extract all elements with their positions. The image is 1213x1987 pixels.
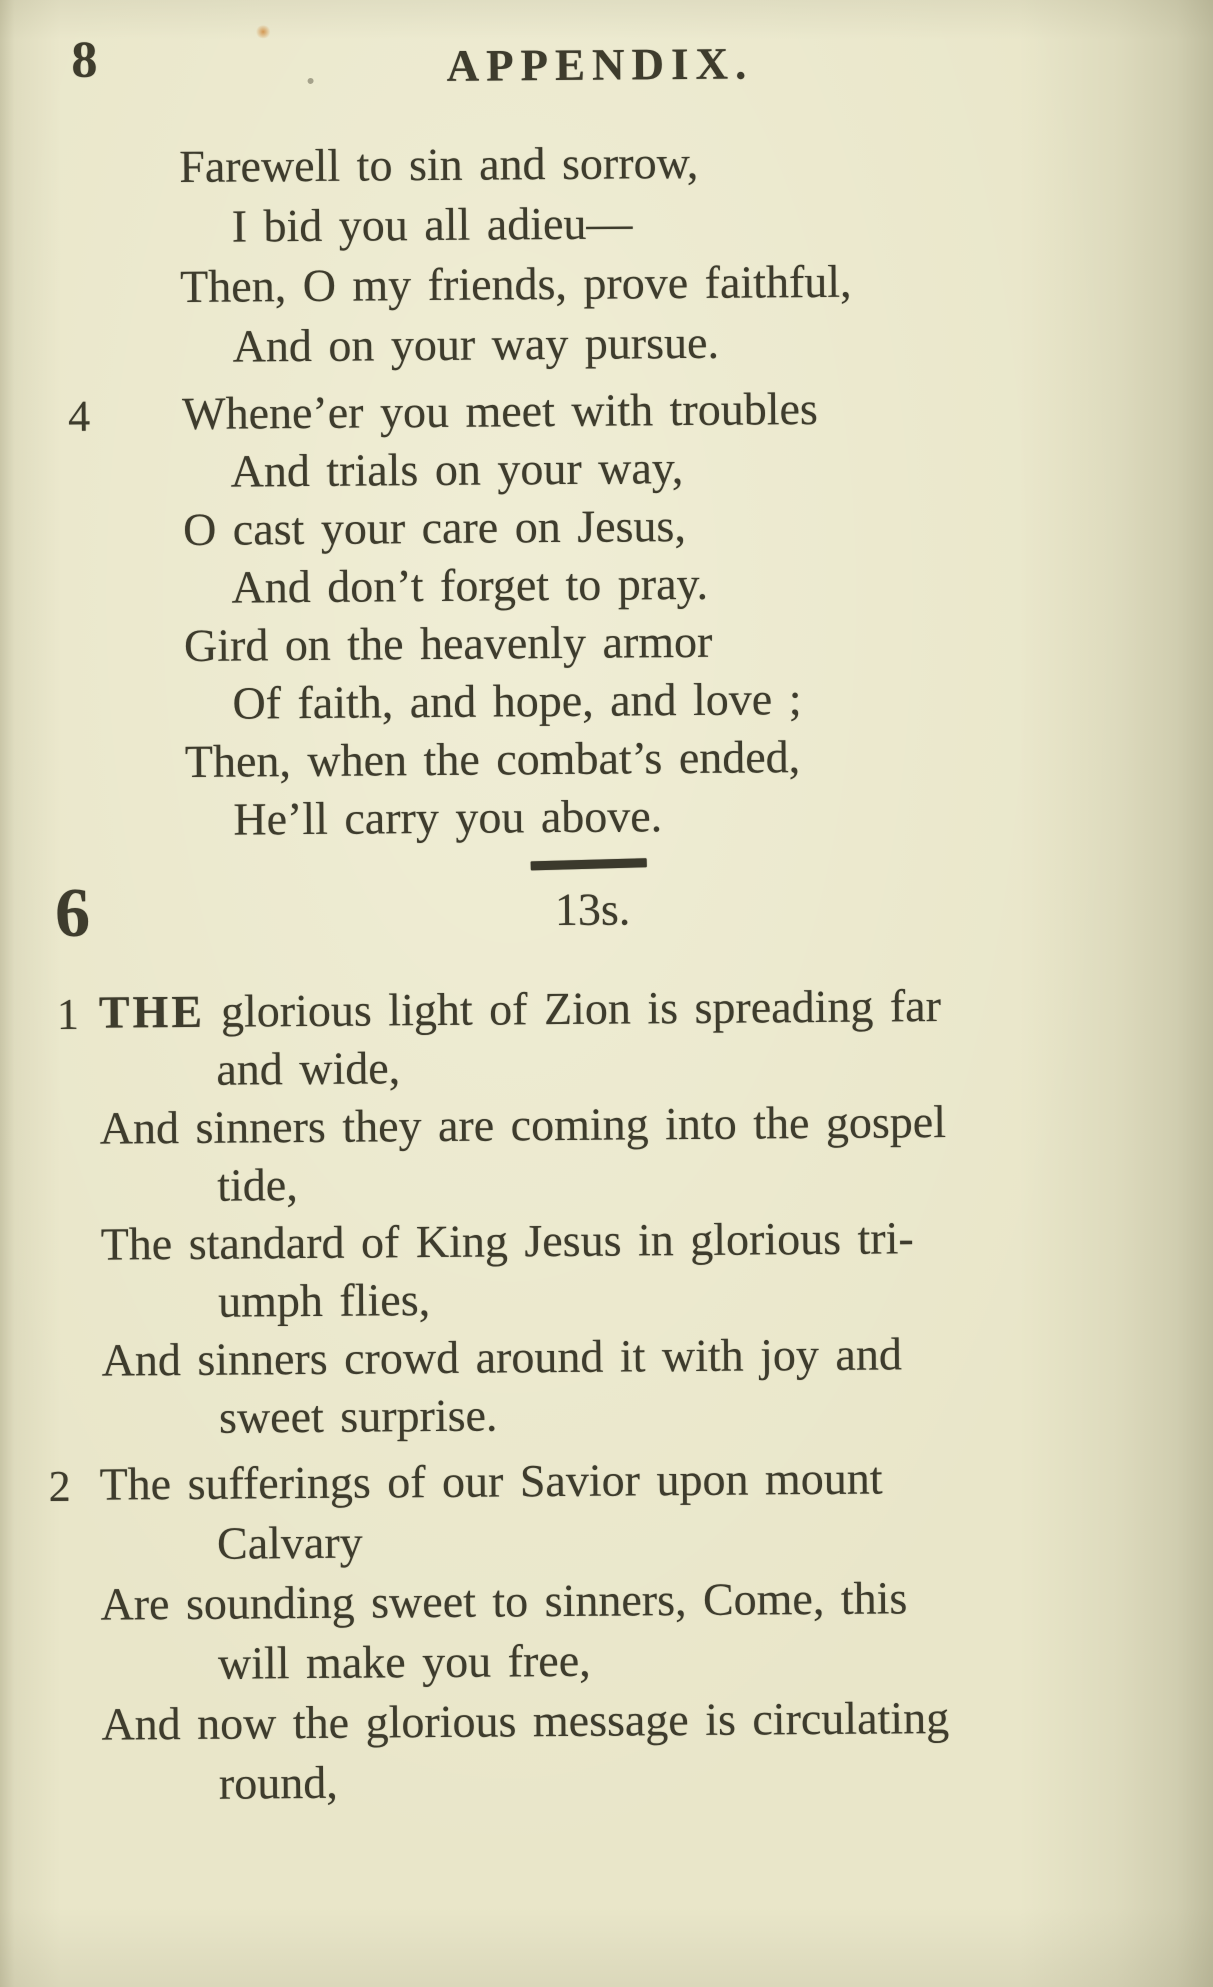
verse-line: The standard of King Jesus in glorious tri- [100, 1212, 914, 1270]
verse-lines [182, 377, 1213, 849]
verse-line: tide, [217, 1159, 298, 1211]
stanza-line: And on your way pursue. [232, 316, 720, 372]
verse-line: will make you free, [217, 1634, 591, 1689]
verse-number: 2 [48, 1461, 71, 1512]
verse-line: Whene’er you meet with troubles [181, 382, 819, 439]
verse-4 [0, 377, 1213, 851]
verse-line: and wide, [216, 1042, 401, 1095]
verse-line: Are sounding sweet to sinners, Come, this [100, 1572, 908, 1630]
verse-line [99, 975, 1213, 1042]
verse-line: umph flies, [217, 1274, 431, 1327]
running-head: APPENDIX. [446, 38, 754, 91]
hymn6-verse-2 [4, 1446, 1213, 1816]
lead-word: THE [98, 985, 206, 1038]
verse-line: And don’t forget to pray. [231, 557, 709, 613]
verse-line: Gird on the heavenly armor [183, 615, 713, 671]
section-divider [531, 858, 647, 870]
verse-number: 4 [68, 391, 91, 441]
verse-line: And sinners they are coming into the gospel [99, 1095, 947, 1154]
paper-speck [255, 25, 271, 38]
hymn-meter: 13s. [554, 883, 631, 936]
verse-line: Of faith, and hope, and love ; [232, 673, 802, 729]
verse-lines [99, 1446, 1213, 1815]
verse-line: And sinners crowd around it with joy and [101, 1328, 903, 1386]
stanza-line: Then, O my friends, prove faithful, [179, 255, 852, 312]
verse-number: 1 [56, 989, 80, 1039]
verse-line: sweet surprise. [218, 1389, 498, 1443]
verse-line: He’ll carry you above. [233, 790, 663, 845]
verse-line: The sufferings of our Savior upon mount [99, 1452, 883, 1510]
verse-line: round, [218, 1756, 338, 1809]
verse-lines [99, 975, 1213, 1448]
page-number: 8 [71, 31, 98, 89]
hymn6-verse-1 [1, 975, 1213, 1449]
stanza-line: I bid you all adieu— [231, 197, 633, 252]
verse-line: And now the glorious message is circulating [101, 1691, 950, 1750]
stanza-line: Farewell to sin and sorrow, [179, 136, 699, 192]
verse-line: And trials on your way, [230, 442, 684, 497]
continued-stanza [179, 132, 852, 377]
paper-speck [308, 78, 314, 84]
verse-line: Then, when the combat’s ended, [184, 731, 801, 787]
verse-line: Calvary [216, 1516, 363, 1569]
hymn-number: 6 [54, 874, 92, 952]
verse-line: O cast your care on Jesus, [182, 500, 687, 555]
verse-line-text: glorious light of Zion is spreading far [220, 980, 942, 1037]
